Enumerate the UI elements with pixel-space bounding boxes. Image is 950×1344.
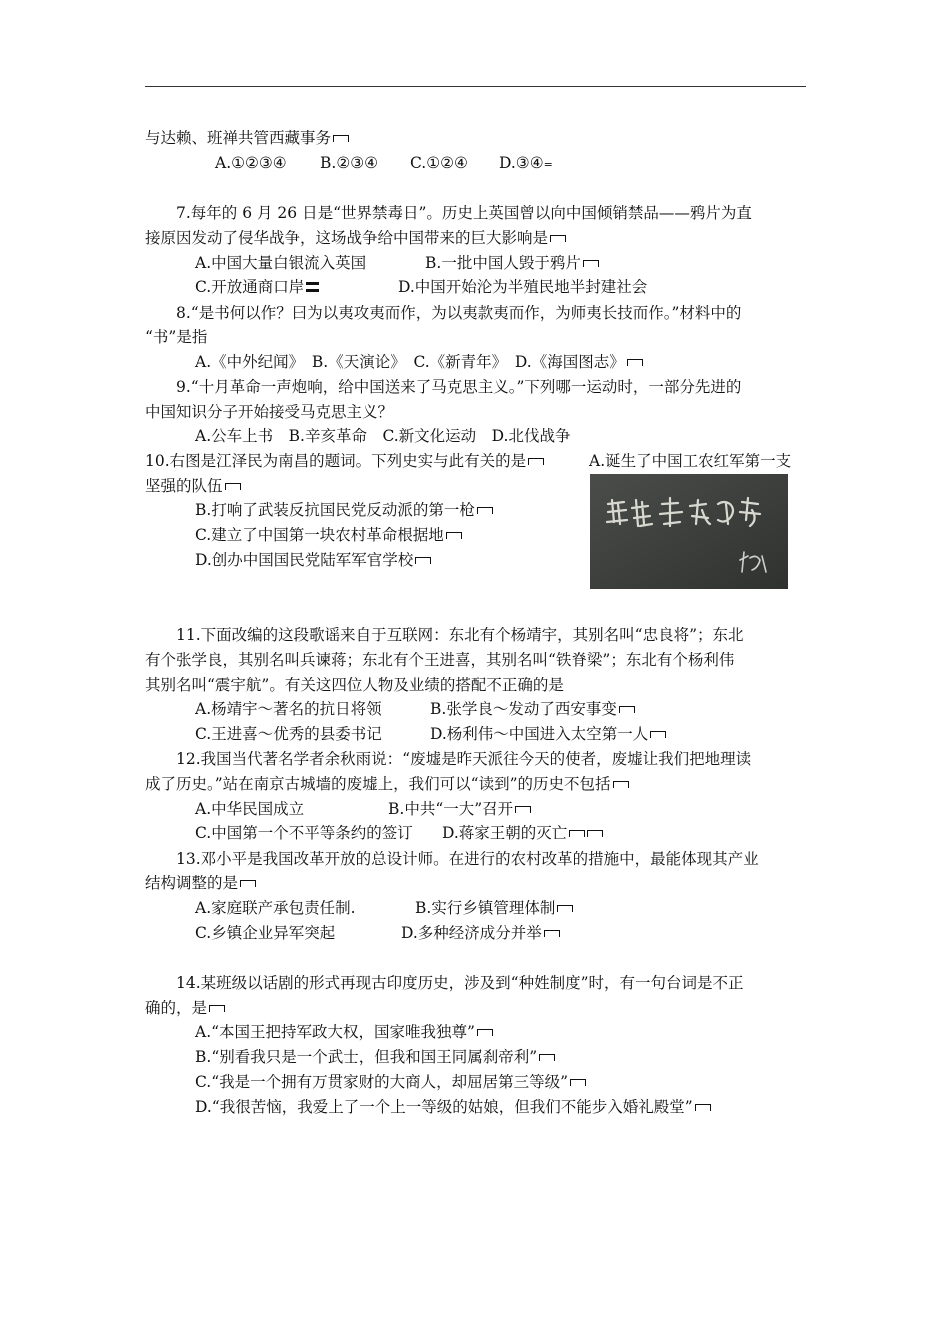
q6-continuation: 与达赖、班禅共管西藏事务 — [145, 128, 349, 148]
answer-bracket-icon — [225, 483, 241, 490]
q6-option-b[interactable]: B.②③④ — [320, 154, 379, 172]
answer-bracket-icon — [333, 135, 349, 142]
answer-bracket-icon — [557, 905, 573, 912]
q12-option-c[interactable]: C.中国第一个不平等条约的签订 — [195, 824, 413, 842]
q12-stem-line2: 成了历史。”站在南京古城墙的废墟上，我们可以“读到”的历史不包括 — [145, 774, 629, 794]
q6-option-c[interactable]: C.①②④ — [410, 154, 468, 172]
q12-option-d[interactable]: D.蒋家王朝的灭亡 — [442, 823, 603, 843]
answer-bracket-icon — [477, 1029, 493, 1036]
q14-option-b[interactable]: B.“别看我只是一个武士，但我和国王同属刹帝利” — [195, 1047, 555, 1067]
answer-bracket-icon — [695, 1104, 711, 1111]
q7-stem-line1: 7.每年的 6 月 26 日是“世界禁毒日”。历史上英国曾以向中国倾销禁品——鸦片为直 — [176, 204, 752, 222]
answer-bracket-icon — [613, 781, 629, 788]
answer-bracket-icon — [515, 806, 531, 813]
q12-option-a[interactable]: A.中华民国成立 — [195, 800, 305, 818]
q6-option-a[interactable]: A.①②③④ — [215, 154, 287, 172]
q11-stem-line1: 11.下面改编的这段歌谣来自于互联网：东北有个杨靖宇，其别名叫“忠良将”；东北 — [176, 626, 744, 644]
q14-option-c[interactable]: C.“我是一个拥有万贯家财的大商人，却屈居第三等级” — [195, 1072, 586, 1092]
double-bar-icon — [306, 282, 319, 292]
q9-options[interactable]: A.公车上书 B.辛亥革命 C.新文化运动 D.北伐战争 — [195, 427, 571, 445]
q6-option-d[interactable]: D.③④= — [499, 154, 553, 172]
q8-stem-line2: “书”是指 — [145, 328, 208, 346]
q13-option-c[interactable]: C.乡镇企业异军突起 — [195, 924, 336, 942]
answer-bracket-icon — [209, 1005, 225, 1012]
q13-option-b[interactable]: B.实行乡镇管理体制 — [415, 898, 573, 918]
q10-option-b[interactable]: B.打响了武装反抗国民党反动派的第一枪 — [195, 500, 493, 520]
q8-options[interactable]: A.《中外纪闻》 B.《天演论》 C.《新青年》 D.《海国图志》 — [195, 352, 643, 372]
answer-bracket-icon — [619, 706, 635, 713]
q7-option-a[interactable]: A.中国大量白银流入英国 — [195, 254, 367, 272]
q11-stem-line2: 有个张学良，其别名叫兵谏蒋；东北有个王进喜，其别名叫“铁脊梁”；东北有个杨利伟 — [145, 651, 735, 669]
answer-bracket-icon — [570, 1079, 586, 1086]
q11-option-d[interactable]: D.杨利伟～中国进入太空第一人 — [430, 724, 666, 744]
q7-option-b[interactable]: B.一批中国人毁于鸦片 — [425, 253, 599, 273]
answer-bracket-icon — [587, 830, 603, 837]
answer-bracket-icon — [550, 235, 566, 242]
answer-bracket-icon — [539, 1054, 555, 1061]
q11-stem-line3: 其别名叫“震宇航”。有关这四位人物及业绩的搭配不正确的是 — [145, 676, 564, 694]
q13-stem-line2: 结构调整的是 — [145, 873, 256, 893]
answer-bracket-icon — [528, 458, 544, 465]
q10-option-c[interactable]: C.建立了中国第一块农村革命根据地 — [195, 525, 462, 545]
q11-option-b[interactable]: B.张学良～发动了西安事变 — [430, 699, 635, 719]
q12-stem-line1: 12.我国当代著名学者余秋雨说：“废墟是昨天派往今天的使者，废墟让我们把地理读 — [176, 750, 752, 768]
q8-stem-line1: 8.“是书何以作？曰为以夷攻夷而作，为以夷款夷而作，为师夷长技而作。”材料中的 — [176, 304, 742, 322]
answer-bracket-icon — [569, 830, 585, 837]
q13-stem-line1: 13.邓小平是我国改革开放的总设计师。在进行的农村改革的措施中，最能体现其产业 — [176, 850, 759, 868]
q11-option-c[interactable]: C.王进喜～优秀的县委书记 — [195, 725, 382, 743]
q14-option-d[interactable]: D.“我很苦恼，我爱上了一个上一等级的姑娘，但我们不能步入婚礼殿堂” — [195, 1097, 711, 1117]
q7-option-d[interactable]: D.中国开始沦为半殖民地半封建社会 — [398, 278, 648, 296]
answer-bracket-icon — [240, 880, 256, 887]
q13-option-a[interactable]: A.家庭联产承包责任制. — [195, 899, 356, 917]
q13-option-d[interactable]: D.多种经济成分并举 — [401, 923, 560, 943]
q14-stem-line1: 14.某班级以话剧的形式再现古印度历史，涉及到“种姓制度”时，有一句台词是不正 — [176, 974, 744, 992]
inscription-photo — [590, 474, 788, 589]
q9-stem-line2: 中国知识分子开始接受马克思主义？ — [145, 403, 394, 421]
answer-bracket-icon — [415, 557, 431, 564]
q7-stem-line2: 接原因发动了侵华战争，这场战争给中国带来的巨大影响是 — [145, 228, 566, 248]
answer-bracket-icon — [627, 359, 643, 366]
answer-bracket-icon — [446, 532, 462, 539]
q12-option-b[interactable]: B.中共“一大”召开 — [388, 799, 531, 819]
answer-bracket-icon — [477, 507, 493, 514]
q10-option-a[interactable]: A.诞生了中国工农红军第一支 — [589, 452, 792, 470]
q14-stem-line2: 确的，是 — [145, 998, 225, 1018]
calligraphy-image — [590, 474, 788, 589]
q7-option-c[interactable]: C.开放通商口岸 — [195, 277, 319, 297]
header-rule — [145, 86, 806, 87]
answer-bracket-icon — [583, 260, 599, 267]
q10-option-a-cont: 坚强的队伍 — [145, 476, 241, 496]
q10-option-d[interactable]: D.创办中国国民党陆军军官学校 — [195, 550, 431, 570]
q14-option-a[interactable]: A.“本国王把持军政大权，国家唯我独尊” — [195, 1022, 493, 1042]
q11-option-a[interactable]: A.杨靖宇～著名的抗日将领 — [195, 700, 382, 718]
answer-bracket-icon — [650, 731, 666, 738]
answer-bracket-icon — [544, 930, 560, 937]
q10-stem-line1: 10.右图是江泽民为南昌的题词。下列史实与此有关的是 — [145, 451, 544, 471]
q9-stem-line1: 9.“十月革命一声炮响，给中国送来了马克思主义。”下列哪一运动时，一部分先进的 — [176, 378, 742, 396]
